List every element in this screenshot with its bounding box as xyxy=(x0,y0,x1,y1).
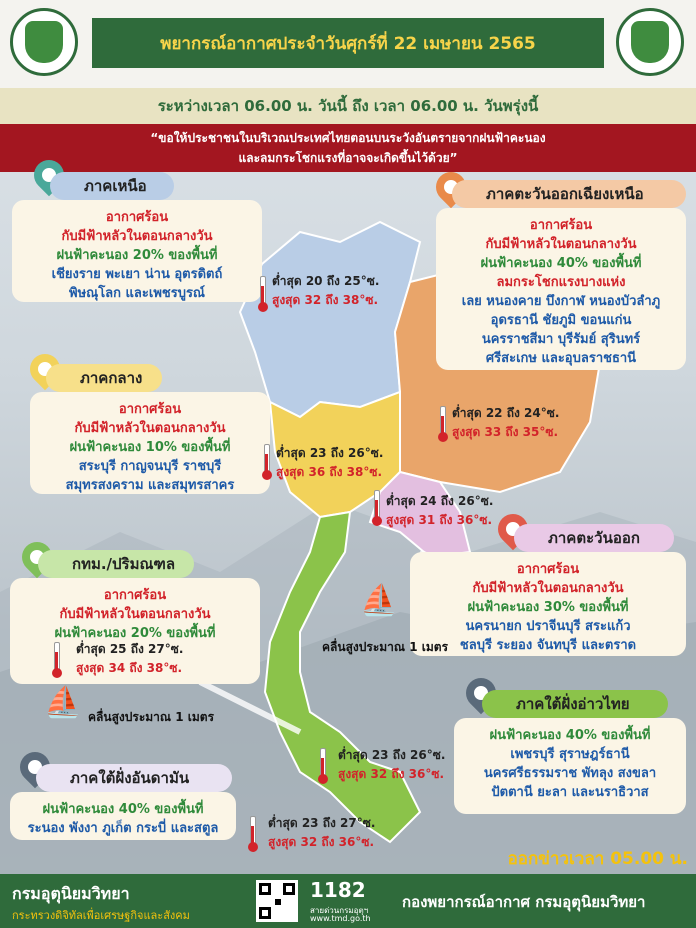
footer xyxy=(0,874,696,928)
south-andaman-thermometer-icon xyxy=(248,816,256,852)
northeast-line-4: ลมกระโชกแรงบางแห่ง xyxy=(496,275,626,290)
north-line-1: อากาศร้อน xyxy=(105,210,169,225)
bangkok-line-1: อากาศร้อน xyxy=(103,588,167,603)
north-temp-high: สูงสุด 32 ถึง 38°ซ. xyxy=(272,293,379,307)
bangkok-line-3: ฝนฟ้าคะนอง 20% ของพื้นที่ xyxy=(54,626,216,641)
page-title: พยากรณ์อากาศประจำวันศุกร์ที่ 22 เมษายน 2565 xyxy=(92,18,604,68)
north-line-2: กับมีฟ้าหลัวในตอนกลางวัน xyxy=(61,229,213,244)
ministry-logo xyxy=(10,8,78,76)
central-thermometer-icon xyxy=(262,444,270,480)
footer-dept: กรมอุตุนิยมวิทยา xyxy=(12,884,130,903)
south-gulf-line-4: ปัตตานี ยะลา และนราธิวาส xyxy=(491,785,649,800)
northeast-card xyxy=(436,208,686,370)
warning-banner xyxy=(0,124,696,172)
east-line-2: กับมีฟ้าหลัวในตอนกลางวัน xyxy=(472,581,624,596)
east-sailboat-icon: ⛵ xyxy=(360,583,398,618)
east-card xyxy=(410,552,686,656)
central-line-1: อากาศร้อน xyxy=(118,402,182,417)
bangkok-wave-height: คลื่นสูงประมาณ 1 เมตร xyxy=(88,710,215,724)
region-north xyxy=(240,222,420,417)
north-label: ภาคเหนือ xyxy=(50,172,174,200)
north-card xyxy=(12,200,262,302)
northeast-line-8: ศรีสะเกษ และอุบลราชธานี xyxy=(485,351,637,366)
footer-hotline: 1182 xyxy=(310,878,366,902)
east-temp-high: สูงสุด 31 ถึง 36°ซ. xyxy=(386,513,493,527)
east-line-4: นครนายก ปราจีนบุรี สระแก้ว xyxy=(465,619,631,634)
northeast-line-7: นครราชสีมา บุรีรัมย์ สุรินทร์ xyxy=(481,332,641,347)
south-andaman-line-1: ฝนฟ้าคะนอง 40% ของพื้นที่ xyxy=(42,802,204,817)
northeast-temp xyxy=(452,404,559,442)
warning-line-1: “ขอให้ประชาชนในบริเวณประเทศไทยตอนบนระวังอันตรายจากฝนฟ้าคะนอง xyxy=(150,131,546,145)
bangkok-temp-low: ต่ำสุด 25 ถึง 27°ซ. xyxy=(76,642,184,656)
central-label: ภาคกลาง xyxy=(46,364,162,392)
qr-code-icon[interactable] xyxy=(256,880,298,922)
northeast-line-3: ฝนฟ้าคะนอง 40% ของพื้นที่ xyxy=(480,256,642,271)
bangkok-line-2: กับมีฟ้าหลัวในตอนกลางวัน xyxy=(59,607,211,622)
south-andaman-temp-high: สูงสุด 32 ถึง 36°ซ. xyxy=(268,835,375,849)
bangkok-sailboat-icon: ⛵ xyxy=(44,685,82,720)
north-temp-low: ต่ำสุด 20 ถึง 25°ซ. xyxy=(272,274,380,288)
bangkok-thermometer-icon xyxy=(52,642,60,678)
south-andaman-label: ภาคใต้ฝั่งอันดามัน xyxy=(36,764,232,792)
bangkok-label: กทม./ปริมณฑล xyxy=(38,550,194,578)
northeast-line-1: อากาศร้อน xyxy=(529,218,593,233)
central-temp-high: สูงสุด 36 ถึง 38°ซ. xyxy=(276,465,383,479)
northeast-temp-low: ต่ำสุด 22 ถึง 24°ซ. xyxy=(452,406,560,420)
central-line-3: ฝนฟ้าคะนอง 10% ของพื้นที่ xyxy=(69,440,231,455)
south-andaman-line-2: ระนอง พังงา ภูเก็ต กระบี่ และสตูล xyxy=(27,821,219,836)
central-card xyxy=(30,392,270,494)
south-andaman-temp-low: ต่ำสุด 23 ถึง 27°ซ. xyxy=(268,816,376,830)
northeast-label: ภาคตะวันออกเฉียงเหนือ xyxy=(452,180,686,208)
east-thermometer-icon xyxy=(372,490,380,526)
east-label: ภาคตะวันออก xyxy=(514,524,674,552)
northeast-line-5: เลย หนองคาย บึงกาฬ หนองบัวลำภู xyxy=(461,294,661,309)
central-temp-low: ต่ำสุด 23 ถึง 26°ซ. xyxy=(276,446,384,460)
south-gulf-temp-low: ต่ำสุด 23 ถึง 26°ซ. xyxy=(338,748,446,762)
north-thermometer-icon xyxy=(258,276,266,312)
issued-time: ออกข่าวเวลา 05.00 น. xyxy=(507,849,688,869)
northeast-thermometer-icon xyxy=(438,406,446,442)
bangkok-temp-high: สูงสุด 34 ถึง 38°ซ. xyxy=(76,661,183,675)
central-line-4: สระบุรี กาญจนบุรี ราชบุรี xyxy=(78,459,222,474)
south-gulf-line-1: ฝนฟ้าคะนอง 40% ของพื้นที่ xyxy=(489,728,651,743)
footer-url[interactable]: www.tmd.go.th xyxy=(310,914,371,923)
east-temp xyxy=(386,492,493,530)
south-gulf-temp xyxy=(338,746,445,784)
central-temp xyxy=(276,444,383,482)
tmd-logo xyxy=(616,8,684,76)
south-gulf-line-3: นครศรีธรรมราช พัทลุง สงขลา xyxy=(483,766,657,781)
warning-line-2: และลมกระโชกแรงที่อาจจะเกิดขึ้นไว้ด้วย” xyxy=(238,151,458,165)
south-gulf-label: ภาคใต้ฝั่งอ่าวไทย xyxy=(482,690,668,718)
north-temp xyxy=(272,272,379,310)
south-gulf-line-2: เพชรบุรี สุราษฎร์ธานี xyxy=(510,747,630,762)
south-gulf-card xyxy=(454,718,686,814)
east-line-1: อากาศร้อน xyxy=(516,562,580,577)
central-line-5: สมุทรสงคราม และสมุทรสาคร xyxy=(65,478,235,493)
east-temp-low: ต่ำสุด 24 ถึง 26°ซ. xyxy=(386,494,494,508)
north-line-3: ฝนฟ้าคะนอง 20% ของพื้นที่ xyxy=(56,248,218,263)
east-line-3: ฝนฟ้าคะนอง 30% ของพื้นที่ xyxy=(467,600,629,615)
forecast-period: ระหว่างเวลา 06.00 น. วันนี้ ถึง เวลา 06.00 น. วันพรุ่งนี้ xyxy=(0,88,696,124)
northeast-line-2: กับมีฟ้าหลัวในตอนกลางวัน xyxy=(485,237,637,252)
north-line-5: พิษณุโลก และเพชรบูรณ์ xyxy=(69,286,205,301)
south-gulf-thermometer-icon xyxy=(318,748,326,784)
northeast-temp-high: สูงสุด 33 ถึง 35°ซ. xyxy=(452,425,559,439)
south-gulf-temp-high: สูงสุด 32 ถึง 36°ซ. xyxy=(338,767,445,781)
east-wave-height: คลื่นสูงประมาณ 1 เมตร xyxy=(322,640,449,654)
south-andaman-temp xyxy=(268,814,375,852)
bangkok-temp xyxy=(76,640,183,678)
northeast-line-6: อุดรธานี ชัยภูมิ ขอนแก่น xyxy=(490,313,632,328)
east-line-5: ชลบุรี ระยอง จันทบุรี และตราด xyxy=(459,638,637,653)
south-andaman-card xyxy=(10,792,236,840)
footer-division: กองพยากรณ์อากาศ กรมอุตุนิยมวิทยา xyxy=(402,893,646,911)
central-line-2: กับมีฟ้าหลัวในตอนกลางวัน xyxy=(74,421,226,436)
footer-hotline-sub: สายด่วนกรมอุตุฯ xyxy=(310,906,369,915)
north-line-4: เชียงราย พะเยา น่าน อุตรดิตถ์ xyxy=(51,267,223,282)
footer-ministry: กระทรวงดิจิทัลเพื่อเศรษฐกิจและสังคม xyxy=(12,909,190,922)
